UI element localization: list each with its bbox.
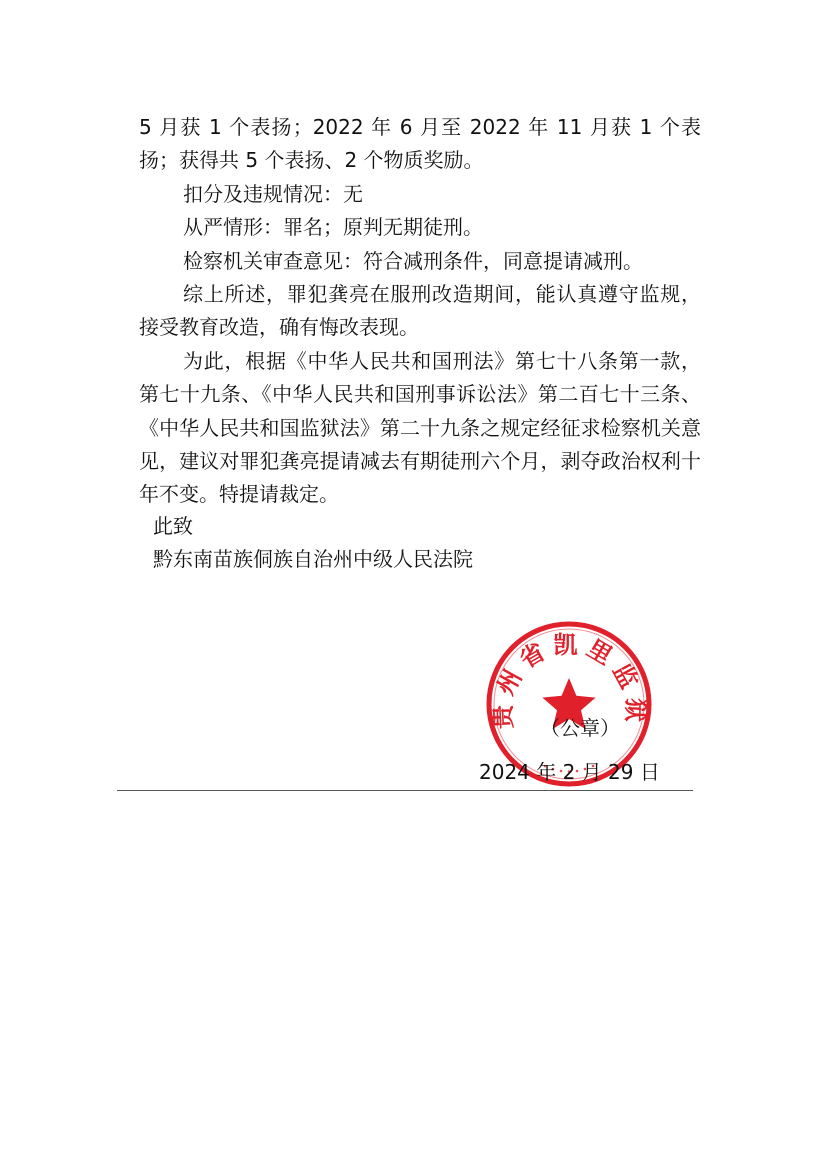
paragraph-deductions: 扣分及违规情况：无 <box>183 181 363 206</box>
recipient-court: 黔东南苗族侗族自治州中级人民法院 <box>153 547 473 571</box>
paragraph-summary: 综上所述，罪犯龚亮在服刑改造期间，能认真遵守监规，接受教育改造，确有悔改表现。 <box>139 282 701 340</box>
document-body <box>139 111 701 512</box>
paragraph-aggravating: 从严情形：罪名；原判无期徒刑。 <box>183 215 483 240</box>
paragraph-legal-basis: 为此，根据《中华人民共和国刑法》第七十八条第一款，第七十九条、《中华人民共和国刑事诉讼法》第二百七十三条、《中华人民共和国监狱法》第二十九条之规定经征求检察机关意见，建议对罪犯龚亮提请减去有期徒刑六个月，剥夺政治权利十年不变。特提请裁定。 <box>139 348 701 507</box>
footer-divider <box>117 790 693 791</box>
paragraph-procuratorate-opinion: 检察机关审查意见：符合减刑条件，同意提请减刑。 <box>183 248 643 273</box>
paragraph-commendations: 5 月获 1 个表扬；2022 年 6 月至 2022 年 11 月获 1 个表扬；获得共 5 个表扬、2 个物质奖励。 <box>139 115 701 173</box>
svg-text:贵州省凯里监狱: 贵州省凯里监狱 <box>487 629 651 730</box>
document-date: 2024 年 2 月 29 日 <box>479 760 660 784</box>
salutation: 此致 <box>153 514 193 538</box>
seal-note: （公章） <box>540 716 620 740</box>
